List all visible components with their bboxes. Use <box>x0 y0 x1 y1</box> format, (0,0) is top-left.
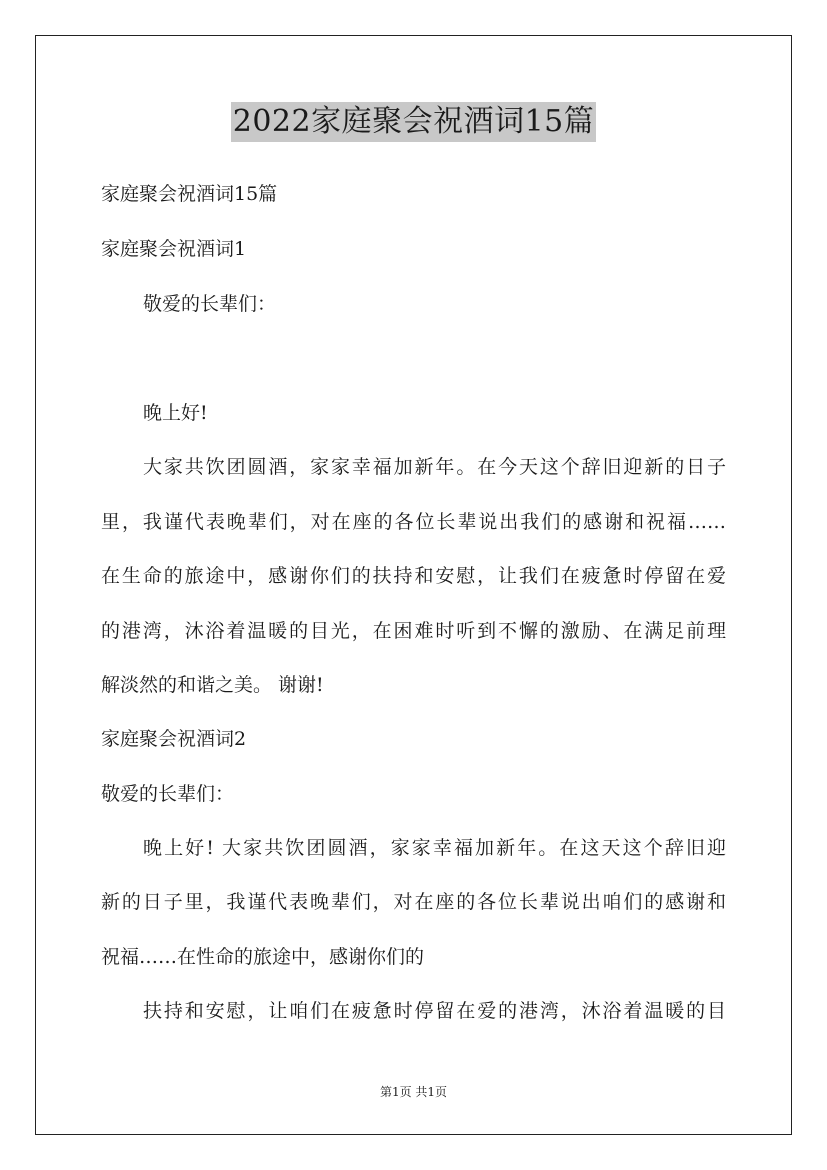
paragraph-line: 晚上好! 大家共饮团圆酒，家家幸福加新年。在这天这个辞旧迎 <box>143 837 726 859</box>
paragraph-line: 的港湾，沐浴着温暖的目光，在困难时听到不懈的激励、在满足前理 <box>101 620 726 642</box>
paragraph-line: 大家共饮团圆酒，家家幸福加新年。在今天这个辞旧迎新的日子 <box>143 456 726 478</box>
paragraph-line: 里，我谨代表晚辈们，对在座的各位长辈说出我们的感谢和祝福…… <box>101 511 726 533</box>
page-footer: 第1页 共1页 <box>379 1085 448 1099</box>
section-heading-2: 家庭聚会祝酒词2 <box>101 728 247 750</box>
section-heading-1: 家庭聚会祝酒词1 <box>101 238 247 260</box>
title-container <box>0 102 827 142</box>
paragraph-line: 在生命的旅途中，感谢你们的扶持和安慰，让我们在疲惫时停留在爱 <box>101 565 726 587</box>
paragraph-line: 祝福……在性命的旅途中，感谢你们的 <box>101 946 425 968</box>
salutation-1: 敬爱的长辈们： <box>143 293 277 315</box>
subtitle: 家庭聚会祝酒词15篇 <box>101 183 278 205</box>
paragraph-line: 新的日子里，我谨代表晚辈们，对在座的各位长辈说出咱们的感谢和 <box>101 891 726 913</box>
salutation-2: 敬爱的长辈们： <box>101 783 235 805</box>
paragraph-line: 解淡然的和谐之美。 谢谢! <box>101 674 324 696</box>
paragraph-line: 扶持和安慰，让咱们在疲惫时停留在爱的港湾，沐浴着温暖的目 <box>143 1000 726 1022</box>
document-title: 2022家庭聚会祝酒词15篇 <box>231 102 597 142</box>
greeting-1: 晚上好! <box>143 402 208 424</box>
